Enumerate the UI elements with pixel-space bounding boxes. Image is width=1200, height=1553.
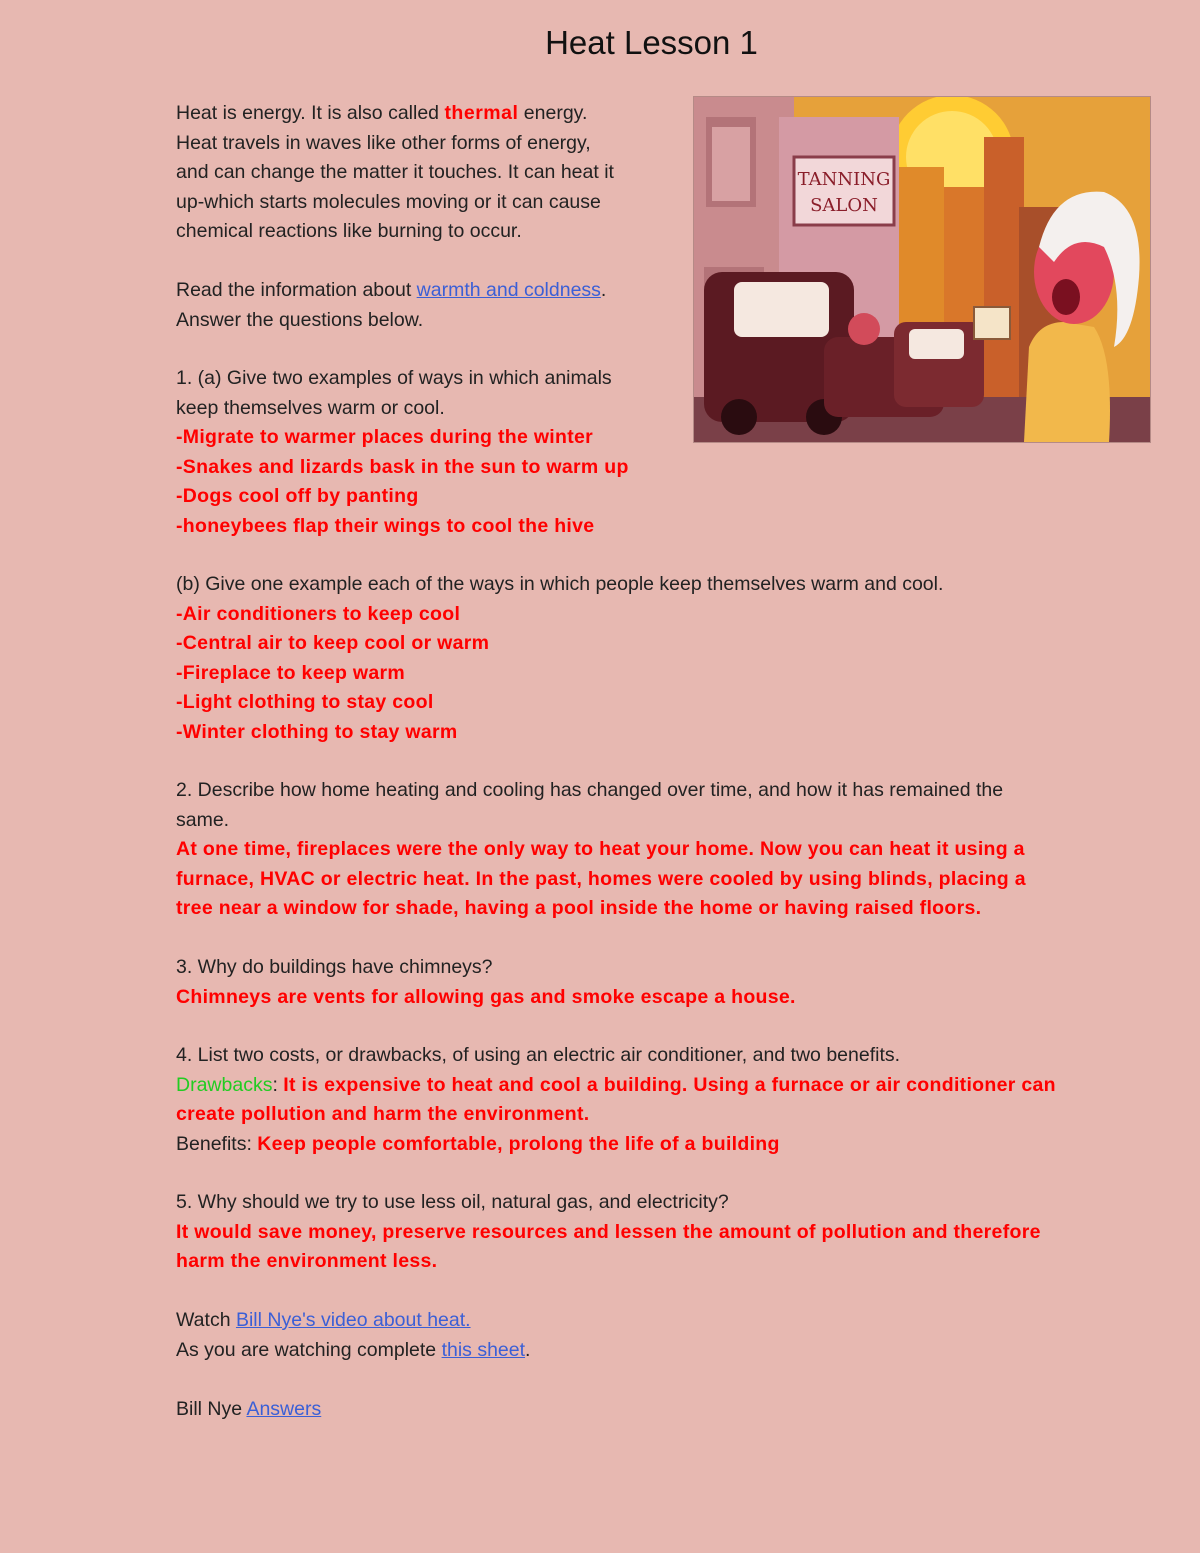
question-2-line-1: 2. Describe how home heating and cooling has changed over time, and how it has remained the [176, 779, 1004, 801]
drawbacks-answer: It is expensive to heat and cool a building. Using a furnace or air conditioner can [283, 1073, 1056, 1096]
question-2-line-2: same. [176, 808, 230, 831]
cartoon-image [693, 96, 1151, 443]
question-3 [176, 953, 796, 1012]
question-4: 4. List two costs, or drawbacks, of using an electric air conditioner, and two benefits. Drawbacks: It is expensive to heat and cool a building. Using a furnace or air conditioner can create pollution and harm the environment. Benefits: Keep people comfortable, prolong the life of a building [176, 1041, 1056, 1159]
answer-2-line: furnace, HVAC or electric heat. In the past, homes were cooled by using blinds, placing a [176, 867, 1026, 890]
intro-line-3: and can change the matter it touches. It can heat it [176, 161, 614, 184]
sign-line-2: SALON [810, 195, 878, 216]
question-5-text: 5. Why should we try to use less oil, natural gas, and electricity? [176, 1191, 729, 1213]
answer-instruction: Answer the questions below. [176, 308, 424, 331]
question-1b-text: (b) Give one example each of the ways in which people keep themselves warm and cool. [176, 573, 944, 595]
sign-line-1: TANNING [797, 169, 891, 190]
answer-1a-item: -Dogs cool off by panting [176, 485, 419, 508]
answer-1b-item: -Winter clothing to stay warm [176, 720, 458, 743]
answer-2-line: At one time, fireplaces were the only way to heat your home. Now you can heat it using a [176, 838, 1025, 861]
read-instructions: Read the information about warmth and coldness. Answer the questions below. [176, 276, 606, 335]
intro-line-5: chemical reactions like burning to occur. [176, 220, 522, 243]
answer-1a-item: -honeybees flap their wings to cool the hive [176, 514, 595, 537]
question-1a-line-1: 1. (a) Give two examples of ways in which animals [176, 367, 612, 389]
intro-line-1: Heat is energy. It is also called thermal energy. [176, 102, 588, 124]
answers-link[interactable]: Answers [246, 1398, 322, 1420]
cartoon-illustration [694, 97, 1150, 442]
answer-1b-item: -Central air to keep cool or warm [176, 632, 490, 655]
question-2 [176, 776, 1026, 924]
intro-line-2: Heat travels in waves like other forms of energy, [176, 131, 591, 154]
intro-line-4: up-which starts molecules moving or it can cause [176, 190, 601, 213]
answer-1a-item: -Snakes and lizards bask in the sun to warm up [176, 455, 629, 478]
page-title: Heat Lesson 1 [545, 24, 758, 61]
question-4-text: 4. List two costs, or drawbacks, of using an electric air conditioner, and two benefits. [176, 1044, 901, 1066]
benefits-answer: Keep people comfortable, prolong the life of a building [257, 1132, 780, 1155]
answer-5-line-1: It would save money, preserve resources and lessen the amount of pollution and therefore [176, 1220, 1041, 1243]
answer-2-line: tree near a window for shade, having a pool inside the home or having raised floors. [176, 897, 982, 920]
answer-1b-item: -Air conditioners to keep cool [176, 602, 461, 625]
question-1b [176, 570, 943, 748]
answer-1b-item: -Fireplace to keep warm [176, 661, 406, 684]
answers-section: Bill Nye Answers [176, 1398, 322, 1420]
answer-3: Chimneys are vents for allowing gas and smoke escape a house. [176, 985, 796, 1008]
question-3-text: 3. Why do buildings have chimneys? [176, 956, 493, 978]
answer-1b-item: -Light clothing to stay cool [176, 691, 434, 714]
intro-paragraph [176, 99, 676, 247]
answer-1a-item: -Migrate to warmer places during the winter [176, 426, 594, 449]
answer-5-line-2: harm the environment less. [176, 1250, 438, 1273]
watch-section: Watch Bill Nye's video about heat. As you are watching complete this sheet. [176, 1309, 531, 1361]
question-5 [176, 1188, 1041, 1277]
drawbacks-label: Drawbacks [176, 1073, 273, 1096]
warmth-coldness-link[interactable]: warmth and coldness [416, 279, 601, 301]
drawbacks-answer-2: create pollution and harm the environment. [176, 1103, 590, 1126]
question-1a [176, 364, 629, 542]
question-1a-line-2: keep themselves warm or cool. [176, 396, 445, 419]
bill-nye-video-link[interactable]: Bill Nye's video about heat. [235, 1309, 471, 1331]
this-sheet-link[interactable]: this sheet [441, 1338, 526, 1361]
benefits-label: Benefits: [176, 1132, 258, 1155]
thermal-keyword: thermal [444, 102, 519, 124]
